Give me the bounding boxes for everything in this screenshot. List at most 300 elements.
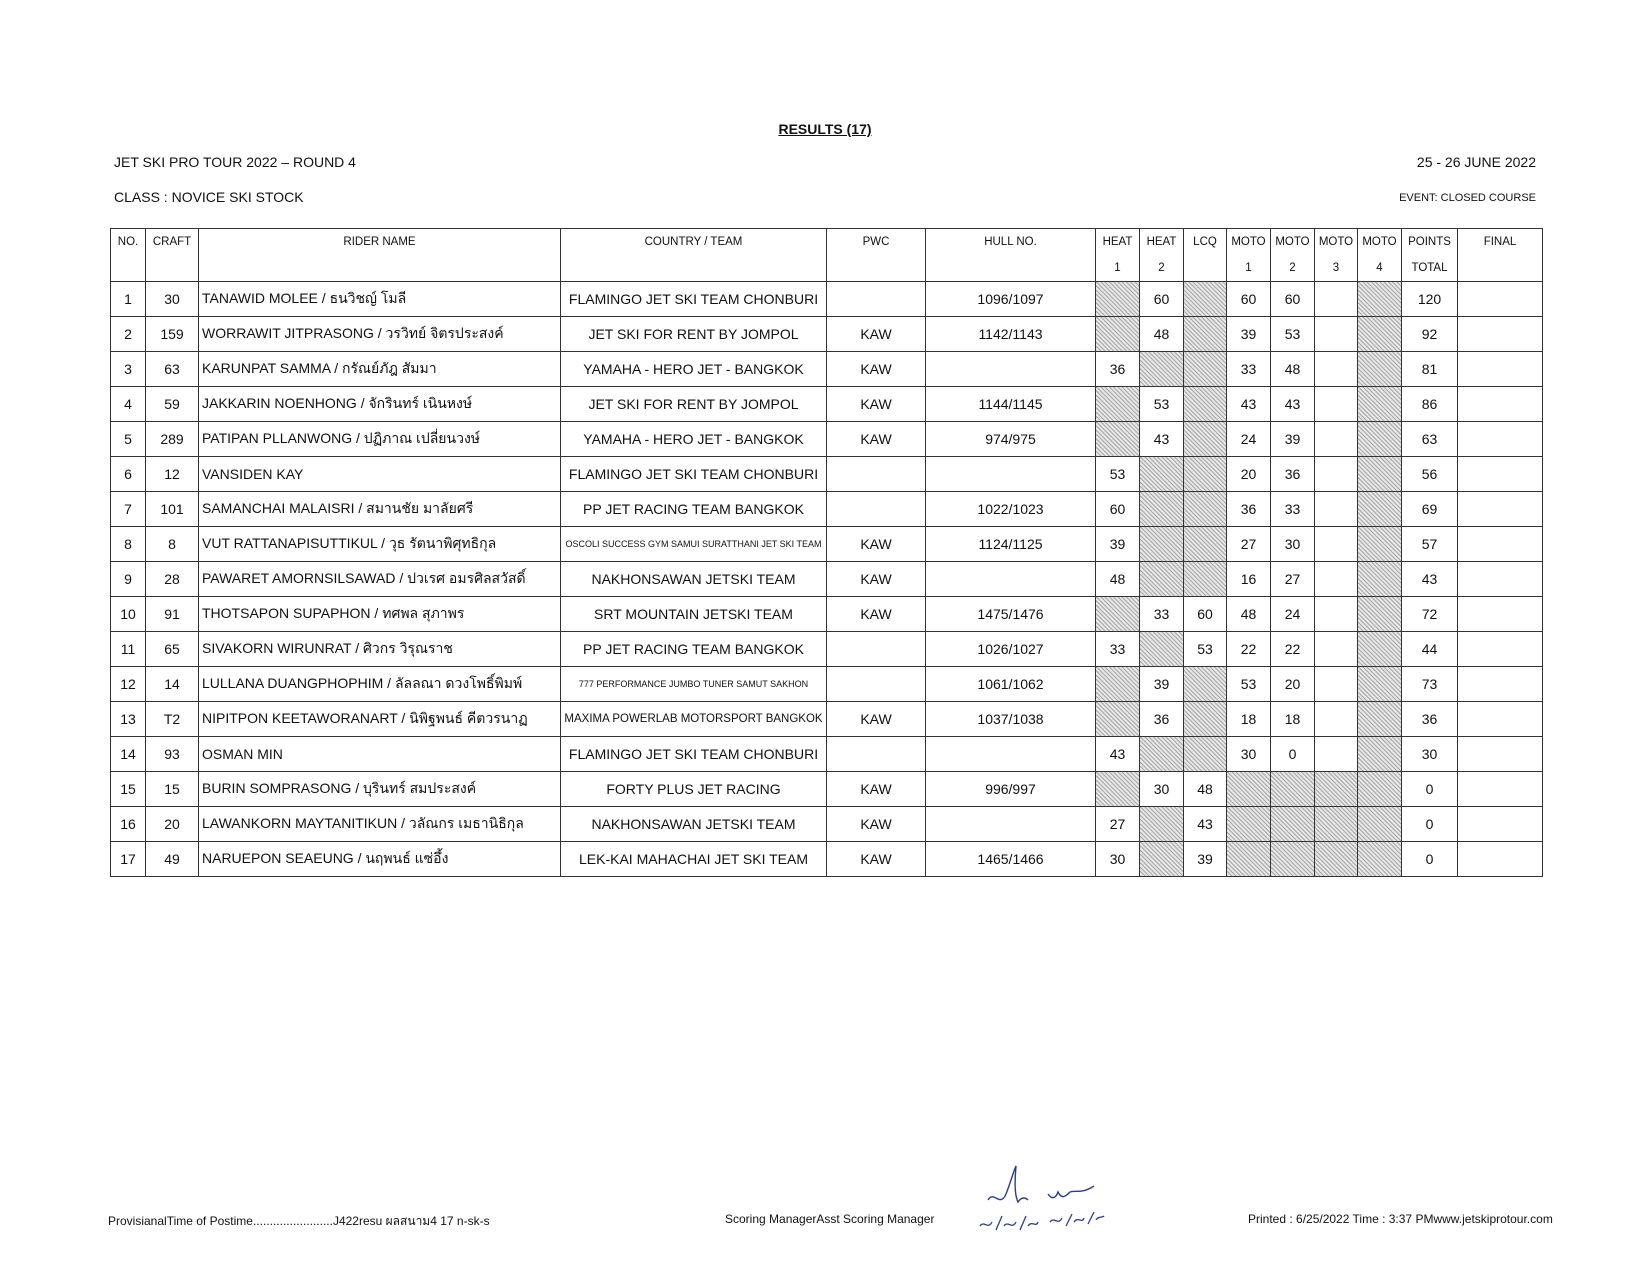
- cell-rider: SIVAKORN WIRUNRAT / ศิวกร วิรุณราช: [199, 632, 561, 667]
- cell-final: [1458, 702, 1543, 737]
- cell-heat1: [1096, 772, 1140, 807]
- cell-final: [1458, 352, 1543, 387]
- cell-heat2: 48: [1140, 317, 1184, 352]
- cell-craft: 28: [146, 562, 199, 597]
- cell-moto4: [1358, 422, 1402, 457]
- cell-hull: 1061/1062: [926, 667, 1096, 702]
- cell-moto1: 22: [1227, 632, 1271, 667]
- col-header-pwc: PWC: [827, 229, 926, 256]
- footer-provisional-note: ProvisianalTime of Postime........................J422resu ผลสนาม4 17 n-sk-s: [108, 1214, 490, 1228]
- cell-moto4: [1358, 352, 1402, 387]
- cell-heat1: [1096, 597, 1140, 632]
- col-header-lcq: LCQ: [1184, 229, 1227, 256]
- cell-moto1: 43: [1227, 387, 1271, 422]
- table-row: [111, 667, 1543, 702]
- col-header-points-total: TOTAL: [1402, 255, 1458, 282]
- cell-no: 4: [111, 387, 146, 422]
- col-header-moto4: MOTO: [1358, 229, 1402, 256]
- cell-moto2: 27: [1271, 562, 1315, 597]
- cell-heat1: 27: [1096, 807, 1140, 842]
- col-header-team: COUNTRY / TEAM: [561, 229, 827, 256]
- cell-moto4: [1358, 842, 1402, 877]
- table-row: [111, 842, 1543, 877]
- cell-moto1: 60: [1227, 282, 1271, 317]
- cell-lcq: [1184, 702, 1227, 737]
- cell-pwc: KAW: [827, 387, 926, 422]
- cell-heat2: [1140, 737, 1184, 772]
- cell-moto1: [1227, 807, 1271, 842]
- cell-moto2: 30: [1271, 527, 1315, 562]
- cell-heat2: 43: [1140, 422, 1184, 457]
- cell-heat1: [1096, 422, 1140, 457]
- cell-team: FLAMINGO JET SKI TEAM CHONBURI: [561, 737, 827, 772]
- cell-points-total: 44: [1402, 632, 1458, 667]
- cell-rider: PATIPAN PLLANWONG / ปฏิภาณ เปลี่ยนวงษ์: [199, 422, 561, 457]
- cell-no: 14: [111, 737, 146, 772]
- cell-heat1: 53: [1096, 457, 1140, 492]
- cell-craft: 65: [146, 632, 199, 667]
- cell-heat2: [1140, 807, 1184, 842]
- cell-moto1: 30: [1227, 737, 1271, 772]
- cell-heat2: 60: [1140, 282, 1184, 317]
- cell-hull: 1022/1023: [926, 492, 1096, 527]
- cell-final: [1458, 667, 1543, 702]
- cell-rider: OSMAN MIN: [199, 737, 561, 772]
- cell-craft: 93: [146, 737, 199, 772]
- cell-no: 6: [111, 457, 146, 492]
- col-header-moto2-number: 2: [1271, 255, 1315, 282]
- cell-team: OSCOLI SUCCESS GYM SAMUI SURATTHANI JET SKI TEAM: [561, 527, 827, 562]
- cell-team: PP JET RACING TEAM BANGKOK: [561, 492, 827, 527]
- cell-moto3: [1315, 422, 1358, 457]
- cell-moto2: 33: [1271, 492, 1315, 527]
- cell-heat2: [1140, 527, 1184, 562]
- col-header-moto1-number: 1: [1227, 255, 1271, 282]
- cell-moto4: [1358, 527, 1402, 562]
- cell-moto2: 24: [1271, 597, 1315, 632]
- cell-moto1: 48: [1227, 597, 1271, 632]
- cell-craft: 8: [146, 527, 199, 562]
- cell-team: FLAMINGO JET SKI TEAM CHONBURI: [561, 457, 827, 492]
- col-header-moto1: MOTO: [1227, 229, 1271, 256]
- cell-pwc: KAW: [827, 702, 926, 737]
- cell-moto4: [1358, 317, 1402, 352]
- cell-moto3: [1315, 527, 1358, 562]
- page-title: RESULTS (17): [778, 121, 872, 137]
- cell-no: 1: [111, 282, 146, 317]
- cell-moto3: [1315, 387, 1358, 422]
- cell-heat1: [1096, 702, 1140, 737]
- table-row: [111, 597, 1543, 632]
- cell-final: [1458, 632, 1543, 667]
- col-header-rider: RIDER NAME: [199, 229, 561, 256]
- cell-no: 15: [111, 772, 146, 807]
- table-row: [111, 352, 1543, 387]
- cell-heat2: 30: [1140, 772, 1184, 807]
- cell-lcq: [1184, 422, 1227, 457]
- cell-heat1: [1096, 387, 1140, 422]
- col-header-moto4-number: 4: [1358, 255, 1402, 282]
- cell-moto4: [1358, 667, 1402, 702]
- cell-heat1: [1096, 317, 1140, 352]
- cell-moto1: [1227, 842, 1271, 877]
- cell-points-total: 0: [1402, 772, 1458, 807]
- col-header-heat1-number: 1: [1096, 255, 1140, 282]
- cell-moto2: [1271, 772, 1315, 807]
- cell-moto3: [1315, 457, 1358, 492]
- cell-moto1: [1227, 772, 1271, 807]
- cell-no: 13: [111, 702, 146, 737]
- cell-hull: [926, 352, 1096, 387]
- cell-final: [1458, 422, 1543, 457]
- table-row: [111, 632, 1543, 667]
- cell-moto3: [1315, 597, 1358, 632]
- table-row: [111, 317, 1543, 352]
- cell-rider: JAKKARIN NOENHONG / จักรินทร์ เนินหงษ์: [199, 387, 561, 422]
- results-table: [110, 228, 1543, 877]
- cell-points-total: 120: [1402, 282, 1458, 317]
- table-row: [111, 772, 1543, 807]
- cell-no: 8: [111, 527, 146, 562]
- cell-moto2: 60: [1271, 282, 1315, 317]
- cell-no: 5: [111, 422, 146, 457]
- cell-pwc: KAW: [827, 807, 926, 842]
- cell-craft: 101: [146, 492, 199, 527]
- cell-points-total: 0: [1402, 807, 1458, 842]
- cell-moto1: 36: [1227, 492, 1271, 527]
- cell-team: JET SKI FOR RENT BY JOMPOL: [561, 317, 827, 352]
- table-row: [111, 422, 1543, 457]
- cell-lcq: [1184, 527, 1227, 562]
- table-row: [111, 702, 1543, 737]
- cell-points-total: 72: [1402, 597, 1458, 632]
- cell-heat1: 48: [1096, 562, 1140, 597]
- cell-team: FLAMINGO JET SKI TEAM CHONBURI: [561, 282, 827, 317]
- cell-no: 9: [111, 562, 146, 597]
- cell-rider: TANAWID MOLEE / ธนวิชญ์ โมลี: [199, 282, 561, 317]
- cell-craft: 15: [146, 772, 199, 807]
- cell-moto2: [1271, 842, 1315, 877]
- cell-lcq: [1184, 352, 1227, 387]
- cell-team: MAXIMA POWERLAB MOTORSPORT BANGKOK: [561, 702, 827, 737]
- cell-pwc: [827, 492, 926, 527]
- cell-lcq: [1184, 317, 1227, 352]
- cell-final: [1458, 807, 1543, 842]
- cell-moto2: 36: [1271, 457, 1315, 492]
- cell-points-total: 0: [1402, 842, 1458, 877]
- cell-moto4: [1358, 492, 1402, 527]
- table-row: [111, 492, 1543, 527]
- cell-lcq: 48: [1184, 772, 1227, 807]
- table-row: [111, 457, 1543, 492]
- cell-moto1: 20: [1227, 457, 1271, 492]
- cell-pwc: [827, 632, 926, 667]
- cell-moto4: [1358, 282, 1402, 317]
- cell-final: [1458, 457, 1543, 492]
- cell-moto2: 18: [1271, 702, 1315, 737]
- cell-heat1: 60: [1096, 492, 1140, 527]
- cell-heat1: 33: [1096, 632, 1140, 667]
- cell-final: [1458, 492, 1543, 527]
- col-header-final: FINAL: [1458, 229, 1543, 256]
- cell-team: YAMAHA - HERO JET - BANGKOK: [561, 422, 827, 457]
- cell-points-total: 86: [1402, 387, 1458, 422]
- cell-moto3: [1315, 562, 1358, 597]
- cell-moto4: [1358, 807, 1402, 842]
- cell-hull: 1026/1027: [926, 632, 1096, 667]
- cell-hull: 1475/1476: [926, 597, 1096, 632]
- cell-moto4: [1358, 702, 1402, 737]
- cell-rider: NIPITPON KEETAWORANART / นิพิฐพนธ์ คีตวรนาฏ: [199, 702, 561, 737]
- cell-no: 10: [111, 597, 146, 632]
- cell-pwc: KAW: [827, 842, 926, 877]
- cell-craft: 14: [146, 667, 199, 702]
- table-row: [111, 387, 1543, 422]
- cell-craft: 91: [146, 597, 199, 632]
- cell-hull: 1037/1038: [926, 702, 1096, 737]
- cell-moto4: [1358, 772, 1402, 807]
- cell-moto4: [1358, 457, 1402, 492]
- col-header-points: POINTS: [1402, 229, 1458, 256]
- cell-hull: 1142/1143: [926, 317, 1096, 352]
- cell-team: NAKHONSAWAN JETSKI TEAM: [561, 807, 827, 842]
- cell-final: [1458, 317, 1543, 352]
- cell-heat2: [1140, 842, 1184, 877]
- col-header-craft: CRAFT: [146, 229, 199, 256]
- cell-heat1: 43: [1096, 737, 1140, 772]
- cell-points-total: 73: [1402, 667, 1458, 702]
- event-date: 25 - 26 JUNE 2022: [1416, 154, 1536, 170]
- cell-lcq: [1184, 667, 1227, 702]
- cell-no: 17: [111, 842, 146, 877]
- cell-team: NAKHONSAWAN JETSKI TEAM: [561, 562, 827, 597]
- cell-hull: 1465/1466: [926, 842, 1096, 877]
- cell-team: JET SKI FOR RENT BY JOMPOL: [561, 387, 827, 422]
- cell-moto3: [1315, 737, 1358, 772]
- cell-final: [1458, 597, 1543, 632]
- cell-craft: 63: [146, 352, 199, 387]
- cell-moto1: 53: [1227, 667, 1271, 702]
- cell-heat2: [1140, 352, 1184, 387]
- cell-heat2: [1140, 562, 1184, 597]
- cell-rider: NARUEPON SEAEUNG / นฤพนธ์ แซ่อึ้ง: [199, 842, 561, 877]
- cell-craft: 49: [146, 842, 199, 877]
- cell-moto2: 39: [1271, 422, 1315, 457]
- cell-rider: LAWANKORN MAYTANITIKUN / วลัณกร เมธานิธิกุล: [199, 807, 561, 842]
- cell-no: 7: [111, 492, 146, 527]
- cell-hull: [926, 737, 1096, 772]
- cell-final: [1458, 842, 1543, 877]
- cell-pwc: [827, 737, 926, 772]
- cell-heat2: 36: [1140, 702, 1184, 737]
- table-row: [111, 807, 1543, 842]
- cell-moto2: 48: [1271, 352, 1315, 387]
- table-row: [111, 562, 1543, 597]
- cell-pwc: [827, 282, 926, 317]
- cell-moto2: 20: [1271, 667, 1315, 702]
- handwritten-signature: [970, 1160, 1120, 1240]
- cell-rider: VUT RATTANAPISUTTIKUL / วุธ รัตนาพิศุทธิกุล: [199, 527, 561, 562]
- col-header-hull: HULL NO.: [926, 229, 1096, 256]
- cell-team: YAMAHA - HERO JET - BANGKOK: [561, 352, 827, 387]
- cell-points-total: 56: [1402, 457, 1458, 492]
- cell-rider: THOTSAPON SUPAPHON / ทศพล สุภาพร: [199, 597, 561, 632]
- cell-heat1: 30: [1096, 842, 1140, 877]
- cell-rider: PAWARET AMORNSILSAWAD / ปวเรศ อมรศิลสวัสดิ์: [199, 562, 561, 597]
- cell-craft: 159: [146, 317, 199, 352]
- cell-craft: 20: [146, 807, 199, 842]
- cell-rider: LULLANA DUANGPHOPHIM / ลัลลณา ดวงโพธิ์พิมพ์: [199, 667, 561, 702]
- cell-moto2: 53: [1271, 317, 1315, 352]
- cell-final: [1458, 387, 1543, 422]
- cell-heat1: [1096, 667, 1140, 702]
- cell-final: [1458, 562, 1543, 597]
- cell-team: PP JET RACING TEAM BANGKOK: [561, 632, 827, 667]
- cell-pwc: KAW: [827, 772, 926, 807]
- cell-moto1: 27: [1227, 527, 1271, 562]
- cell-pwc: [827, 667, 926, 702]
- cell-pwc: KAW: [827, 317, 926, 352]
- col-header-moto3: MOTO: [1315, 229, 1358, 256]
- cell-moto1: 33: [1227, 352, 1271, 387]
- cell-points-total: 30: [1402, 737, 1458, 772]
- cell-lcq: [1184, 282, 1227, 317]
- cell-moto1: 24: [1227, 422, 1271, 457]
- cell-moto3: [1315, 667, 1358, 702]
- table-row: [111, 737, 1543, 772]
- cell-moto2: [1271, 807, 1315, 842]
- cell-hull: 996/997: [926, 772, 1096, 807]
- cell-moto3: [1315, 632, 1358, 667]
- table-body: [111, 282, 1543, 877]
- cell-team: SRT MOUNTAIN JETSKI TEAM: [561, 597, 827, 632]
- cell-lcq: 60: [1184, 597, 1227, 632]
- cell-craft: 289: [146, 422, 199, 457]
- cell-lcq: [1184, 387, 1227, 422]
- cell-pwc: KAW: [827, 352, 926, 387]
- cell-moto3: [1315, 807, 1358, 842]
- cell-moto1: 16: [1227, 562, 1271, 597]
- cell-heat2: 33: [1140, 597, 1184, 632]
- cell-rider: WORRAWIT JITPRASONG / วรวิทย์ จิตรประสงค์: [199, 317, 561, 352]
- col-header-moto2: MOTO: [1271, 229, 1315, 256]
- cell-points-total: 92: [1402, 317, 1458, 352]
- cell-rider: BURIN SOMPRASONG / บุรินทร์ สมประสงค์: [199, 772, 561, 807]
- cell-pwc: KAW: [827, 422, 926, 457]
- cell-pwc: KAW: [827, 597, 926, 632]
- cell-moto1: 39: [1227, 317, 1271, 352]
- cell-final: [1458, 737, 1543, 772]
- cell-rider: KARUNPAT SAMMA / กรัณย์ภัฎ สัมมา: [199, 352, 561, 387]
- cell-no: 3: [111, 352, 146, 387]
- cell-points-total: 81: [1402, 352, 1458, 387]
- cell-heat2: 53: [1140, 387, 1184, 422]
- cell-hull: 1124/1125: [926, 527, 1096, 562]
- col-header-moto3-number: 3: [1315, 255, 1358, 282]
- cell-craft: 30: [146, 282, 199, 317]
- cell-lcq: 53: [1184, 632, 1227, 667]
- cell-rider: VANSIDEN KAY: [199, 457, 561, 492]
- cell-pwc: [827, 457, 926, 492]
- cell-hull: 974/975: [926, 422, 1096, 457]
- cell-no: 11: [111, 632, 146, 667]
- cell-moto2: 0: [1271, 737, 1315, 772]
- cell-moto3: [1315, 772, 1358, 807]
- cell-heat2: 39: [1140, 667, 1184, 702]
- cell-moto3: [1315, 702, 1358, 737]
- col-header-heat1: HEAT: [1096, 229, 1140, 256]
- cell-moto4: [1358, 387, 1402, 422]
- cell-craft: 59: [146, 387, 199, 422]
- cell-lcq: [1184, 737, 1227, 772]
- class-label: CLASS : NOVICE SKI STOCK: [114, 189, 304, 205]
- cell-moto3: [1315, 317, 1358, 352]
- cell-hull: [926, 457, 1096, 492]
- event-name: JET SKI PRO TOUR 2022 – ROUND 4: [114, 154, 356, 170]
- event-type: EVENT: CLOSED COURSE: [1399, 192, 1536, 204]
- cell-heat1: 39: [1096, 527, 1140, 562]
- cell-hull: [926, 562, 1096, 597]
- cell-points-total: 69: [1402, 492, 1458, 527]
- cell-moto4: [1358, 632, 1402, 667]
- footer-scoring-managers: Scoring ManagerAsst Scoring Manager: [725, 1212, 935, 1226]
- cell-rider: SAMANCHAI MALAISRI / สมานชัย มาลัยศรี: [199, 492, 561, 527]
- cell-pwc: KAW: [827, 562, 926, 597]
- cell-lcq: [1184, 492, 1227, 527]
- cell-no: 2: [111, 317, 146, 352]
- cell-heat2: [1140, 632, 1184, 667]
- footer-printed-info: Printed : 6/25/2022 Time : 3:37 PMwww.jetskiprotour.com: [1248, 1212, 1553, 1226]
- cell-points-total: 63: [1402, 422, 1458, 457]
- table-row: [111, 282, 1543, 317]
- cell-heat1: 36: [1096, 352, 1140, 387]
- cell-heat1: [1096, 282, 1140, 317]
- cell-points-total: 57: [1402, 527, 1458, 562]
- cell-final: [1458, 772, 1543, 807]
- cell-moto3: [1315, 352, 1358, 387]
- cell-final: [1458, 527, 1543, 562]
- cell-moto2: 22: [1271, 632, 1315, 667]
- cell-moto4: [1358, 597, 1402, 632]
- cell-pwc: KAW: [827, 527, 926, 562]
- table-row: [111, 527, 1543, 562]
- cell-points-total: 43: [1402, 562, 1458, 597]
- cell-moto3: [1315, 492, 1358, 527]
- cell-lcq: 43: [1184, 807, 1227, 842]
- cell-heat2: [1140, 457, 1184, 492]
- cell-lcq: [1184, 457, 1227, 492]
- cell-moto3: [1315, 282, 1358, 317]
- cell-hull: 1096/1097: [926, 282, 1096, 317]
- cell-moto4: [1358, 737, 1402, 772]
- cell-team: LEK-KAI MAHACHAI JET SKI TEAM: [561, 842, 827, 877]
- cell-moto4: [1358, 562, 1402, 597]
- cell-lcq: [1184, 562, 1227, 597]
- col-header-heat2: HEAT: [1140, 229, 1184, 256]
- col-header-heat2-number: 2: [1140, 255, 1184, 282]
- cell-hull: [926, 807, 1096, 842]
- cell-no: 16: [111, 807, 146, 842]
- cell-craft: T2: [146, 702, 199, 737]
- cell-team: 777 PERFORMANCE JUMBO TUNER SAMUT SAKHON: [561, 667, 827, 702]
- col-header-no: NO.: [111, 229, 146, 256]
- cell-heat2: [1140, 492, 1184, 527]
- cell-points-total: 36: [1402, 702, 1458, 737]
- cell-final: [1458, 282, 1543, 317]
- cell-craft: 12: [146, 457, 199, 492]
- cell-no: 12: [111, 667, 146, 702]
- cell-moto1: 18: [1227, 702, 1271, 737]
